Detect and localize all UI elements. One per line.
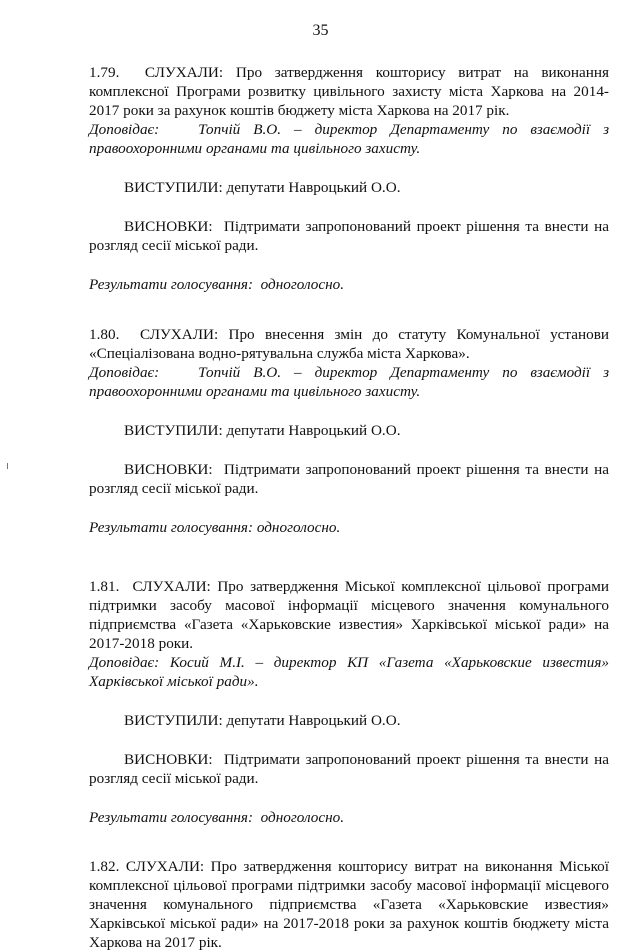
results-label: Результати голосування: <box>89 809 254 826</box>
item-number: 1.82. <box>89 858 120 875</box>
page-number: 35 <box>312 22 329 39</box>
item-number: 1.81. <box>89 578 120 595</box>
heard-text: Про затвердження кошторису витрат на виконання Міської комплексної цільової програми підтримки засобу масової інформації місцевого значення комунального підприємства «Газета «Харьковские известия» Харківської міської ради» на 2017-2018 роки за рахунок коштів бюджету міста Харкова на 2017 рік. <box>89 858 609 951</box>
results-label: Результати голосування: <box>89 519 254 536</box>
item-heard <box>89 577 609 653</box>
item-speaker <box>89 120 609 158</box>
heard-text: Про внесення змін до статуту Комунальної установи «Спеціалізована водно-рятувальна служба міста Харкова». <box>89 326 610 362</box>
heard-text: Про затвердження Міської комплексної цільової програми підтримки засобу масової інформації місцевого значення комунального підприємства «Газета «Харьковские известия» Харківської міської ради» на 2017-2018 роки. <box>89 578 609 652</box>
speaker-text: Косий М.І. – директор КП «Газета «Харьковские известия» Харківської міської ради». <box>89 654 609 690</box>
item-heard <box>89 857 609 952</box>
heard-label: СЛУХАЛИ: <box>139 326 219 343</box>
item-spoke <box>124 711 609 730</box>
item-results <box>89 275 609 294</box>
heard-label: СЛУХАЛИ: <box>132 578 211 595</box>
item-heard <box>89 325 609 363</box>
agenda-item-1-80 <box>89 325 609 537</box>
heard-label: СЛУХАЛИ: <box>144 64 224 81</box>
item-spoke <box>124 421 609 440</box>
document-body <box>89 63 609 952</box>
agenda-item-1-81 <box>89 577 609 827</box>
item-spoke <box>124 178 609 197</box>
spoke-label: ВИСТУПИЛИ: <box>124 422 223 439</box>
item-results <box>89 518 609 537</box>
results-text: одноголосно. <box>260 276 345 293</box>
spoke-text: депутати Навроцький О.О. <box>226 179 401 196</box>
item-results <box>89 808 609 827</box>
spoke-label: ВИСТУПИЛИ: <box>124 712 223 729</box>
spoke-text: депутати Навроцький О.О. <box>226 422 401 439</box>
conclusions-label: ВИСНОВКИ: <box>124 218 213 235</box>
heard-label: СЛУХАЛИ: <box>125 858 205 875</box>
item-conclusions <box>89 460 609 498</box>
conclusions-text: Підтримати запропонований проект рішення та внести на розгляд сесії міської ради. <box>89 751 609 787</box>
speaker-label: Доповідає: <box>89 654 160 671</box>
heard-text: Про затвердження кошторису витрат на виконання комплексної Програми розвитку цивільного захисту міста Харкова на 2014-2017 роки за рахунок коштів бюджету міста Харкова на 2017 рік. <box>89 64 609 119</box>
agenda-item-1-79 <box>89 63 609 294</box>
conclusions-label: ВИСНОВКИ: <box>124 751 213 768</box>
item-conclusions <box>89 217 609 255</box>
item-heard <box>89 63 609 120</box>
speaker-text: Топчій В.О. – директор Департаменту по взаємодії з правоохоронними органами та цивільного захисту. <box>89 364 610 400</box>
speaker-label: Доповідає: <box>89 121 160 138</box>
speaker-text: Топчій В.О. – директор Департаменту по взаємодії з правоохоронними органами та цивільного захисту. <box>89 121 610 157</box>
speaker-label: Доповідає: <box>89 364 160 381</box>
results-text: одноголосно. <box>260 809 345 826</box>
results-text: одноголосно. <box>256 519 341 536</box>
margin-mark <box>7 463 8 469</box>
conclusions-text: Підтримати запропонований проект рішення та внести на розгляд сесії міської ради. <box>89 218 609 254</box>
spoke-text: депутати Навроцький О.О. <box>226 712 401 729</box>
conclusions-label: ВИСНОВКИ: <box>124 461 213 478</box>
spoke-label: ВИСТУПИЛИ: <box>124 179 223 196</box>
item-number: 1.79. <box>89 64 120 81</box>
conclusions-text: Підтримати запропонований проект рішення та внести на розгляд сесії міської ради. <box>89 461 609 497</box>
agenda-item-1-82 <box>89 857 609 952</box>
item-speaker <box>89 653 609 691</box>
item-conclusions <box>89 750 609 788</box>
results-label: Результати голосування: <box>89 276 254 293</box>
item-speaker <box>89 363 609 401</box>
item-number: 1.80. <box>89 326 120 343</box>
